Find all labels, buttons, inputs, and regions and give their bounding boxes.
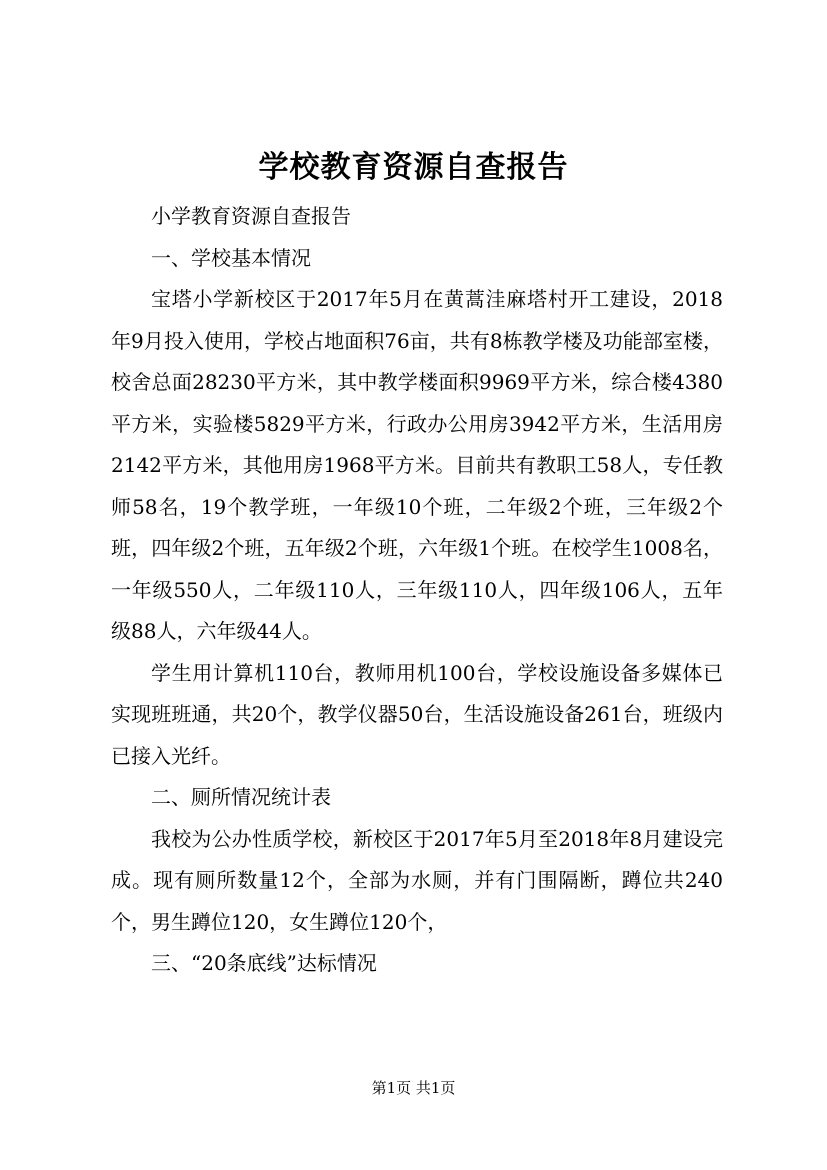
subtitle-paragraph: 小学教育资源自查报告 xyxy=(151,204,351,228)
document-body xyxy=(111,196,723,985)
section-heading-baseline: 三、“20条底线”达标情况 xyxy=(151,951,377,975)
paragraph-toilets: 我校为公办性质学校，新校区于2017年5月至2018年8月建设完成。现有厕所数量12个，全部为水厕，并有门围隔断，蹲位共240个，男生蹲位120，女生蹲位120个， xyxy=(111,826,723,934)
paragraph-basic-info: 宝塔小学新校区于2017年5月在黄蒿洼麻塔村开工建设，2018年9月投入使用，学校占地面积76亩，共有8栋教学楼及功能部室楼，校舍总面28230平方米，其中教学楼面积9969平方米，综合楼4380平方米，实验楼5829平方米，行政办公用房3942平方米，生活用房2142平方米，其他用房1968平方米。目前共有教职工58人，专任教师58名，19个教学班，一年级10个班，二年级2个班，三年级2个班，四年级2个班，五年级2个班，六年级1个班。在校学生1008名，一年级550人，二年级110人，三年级110人，四年级106人，五年级88人，六年级44人。 xyxy=(111,287,723,643)
section-heading-toilets: 二、厕所情况统计表 xyxy=(151,785,331,809)
document-title: 学校教育资源自查报告 xyxy=(258,150,569,185)
paragraph-equipment: 学生用计算机110台，教师用机100台，学校设施设备多媒体已实现班班通，共20个，教学仪器50台，生活设施设备261台，班级内已接入光纤。 xyxy=(111,660,723,768)
page-footer: 第1页 共1页 xyxy=(371,1079,456,1097)
section-heading-basic-info: 一、学校基本情况 xyxy=(151,245,311,270)
